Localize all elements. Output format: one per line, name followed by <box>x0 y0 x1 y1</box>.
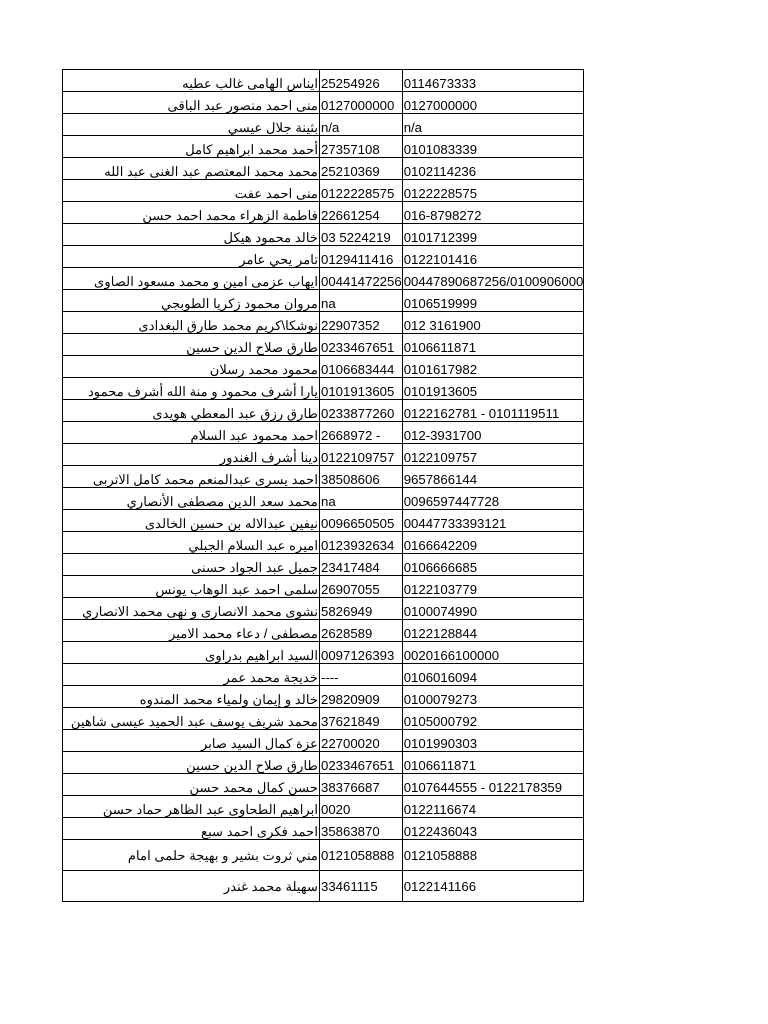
name-cell[interactable]: سلمى احمد عبد الوهاب يونس <box>63 576 320 598</box>
mobile-cell[interactable] <box>402 70 584 92</box>
table-row <box>63 818 584 840</box>
table-row <box>63 510 584 532</box>
mobile-text: 012 3161900 <box>403 318 481 333</box>
table-row <box>63 840 584 871</box>
table-row <box>63 444 584 466</box>
mobile-text: 0100074990 <box>403 604 478 619</box>
phone-cell[interactable]: 5826949 <box>320 598 403 620</box>
mobile-cell[interactable] <box>402 202 584 224</box>
name-cell[interactable]: حسن كمال محمد حسن <box>63 774 320 796</box>
contacts-table <box>62 69 584 902</box>
table-row <box>63 752 584 774</box>
phone-cell[interactable]: 0233467651 <box>320 334 403 356</box>
name-cell[interactable]: نيفين عبدالاله بن حسين الخالدى <box>63 510 320 532</box>
phone-cell[interactable]: 0129411416 <box>320 246 403 268</box>
table-row <box>63 642 584 664</box>
phone-cell[interactable]: 29820909 <box>320 686 403 708</box>
mobile-text: 0122228575 <box>403 186 478 201</box>
table-row <box>63 378 584 400</box>
mobile-text: 0105000792 <box>403 714 478 729</box>
mobile-text: 0127000000 <box>403 98 478 113</box>
phone-cell[interactable]: 0097126393 <box>320 642 403 664</box>
mobile-cell[interactable] <box>402 796 584 818</box>
table-row <box>63 664 584 686</box>
phone-cell[interactable]: 23417484 <box>320 554 403 576</box>
mobile-cell[interactable] <box>402 532 584 554</box>
table-row <box>63 246 584 268</box>
mobile-cell[interactable] <box>402 466 584 488</box>
name-cell[interactable]: دينا أشرف الغندور <box>63 444 320 466</box>
mobile-cell[interactable] <box>402 268 584 290</box>
table-row <box>63 730 584 752</box>
name-cell[interactable]: يارا أشرف محمود و منة الله أشرف محمود <box>63 378 320 400</box>
table-row <box>63 871 584 902</box>
name-cell[interactable]: نشوى محمد الانصارى و نهى محمد الانصاري <box>63 598 320 620</box>
mobile-cell[interactable] <box>402 818 584 840</box>
phone-cell[interactable]: 00441472256 <box>320 268 403 290</box>
mobile-cell[interactable] <box>402 334 584 356</box>
mobile-text: 0106611871 <box>403 340 477 355</box>
phone-cell[interactable]: 0020 <box>320 796 403 818</box>
phone-cell[interactable]: 0101913605 <box>320 378 403 400</box>
table-row <box>63 708 584 730</box>
phone-cell[interactable]: 22700020 <box>320 730 403 752</box>
mobile-text: 0106611871 <box>403 758 477 773</box>
mobile-cell[interactable] <box>402 224 584 246</box>
mobile-text: 0107644555 - 0122178359 <box>403 780 563 795</box>
phone-cell[interactable]: 2668972 - <box>320 422 403 444</box>
name-cell[interactable]: مصطفى / دعاء محمد الامير <box>63 620 320 642</box>
mobile-cell[interactable] <box>402 136 584 158</box>
mobile-text: 0122141166 <box>403 878 477 894</box>
name-cell[interactable]: فاطمة الزهراء محمد احمد حسن <box>63 202 320 224</box>
contacts-table-body <box>63 70 584 902</box>
mobile-text: n/a <box>403 120 423 135</box>
mobile-text: 0121058888 <box>403 847 478 863</box>
name-cell[interactable]: ابراهيم الطحاوى عبد الظاهر حماد حسن <box>63 796 320 818</box>
phone-cell[interactable]: 0123932634 <box>320 532 403 554</box>
name-cell[interactable]: خديجة محمد عمر <box>63 664 320 686</box>
mobile-text: 0166642209 <box>403 538 478 553</box>
table-row <box>63 576 584 598</box>
mobile-cell[interactable] <box>402 400 584 422</box>
phone-cell[interactable]: 0122228575 <box>320 180 403 202</box>
mobile-cell[interactable] <box>402 576 584 598</box>
name-cell[interactable]: عزة كمال السيد صابر <box>63 730 320 752</box>
table-row <box>63 532 584 554</box>
phone-cell[interactable]: 37621849 <box>320 708 403 730</box>
mobile-text: 0122162781 - 0101119511 <box>403 406 560 421</box>
phone-cell[interactable]: na <box>320 290 403 312</box>
mobile-cell[interactable] <box>402 840 584 871</box>
mobile-text: 0122436043 <box>403 824 478 839</box>
phone-cell[interactable]: 0233877260 <box>320 400 403 422</box>
table-row <box>63 158 584 180</box>
name-cell[interactable]: منى احمد عفت <box>63 180 320 202</box>
phone-cell[interactable]: 0096650505 <box>320 510 403 532</box>
name-cell[interactable]: منى احمد منصور عبد الباقى <box>63 92 320 114</box>
mobile-text: 0096597447728 <box>403 494 500 509</box>
mobile-text: 0122116674 <box>403 802 477 817</box>
mobile-text: 0100079273 <box>403 692 478 707</box>
phone-cell[interactable]: 03 5224219 <box>320 224 403 246</box>
name-cell[interactable]: محمد محمد المعتصم عبد الغنى عبد الله <box>63 158 320 180</box>
name-cell[interactable]: خالد محمود هيكل <box>63 224 320 246</box>
phone-cell[interactable]: 22907352 <box>320 312 403 334</box>
phone-cell[interactable]: n/a <box>320 114 403 136</box>
table-row <box>63 686 584 708</box>
name-cell[interactable]: نوشكا\كريم محمد طارق البغدادى <box>63 312 320 334</box>
name-cell[interactable]: طارق رزق عبد المعطي هويدى <box>63 400 320 422</box>
mobile-text: 0114673333 <box>403 76 477 91</box>
mobile-cell[interactable] <box>402 378 584 400</box>
mobile-text: 016-8798272 <box>403 208 482 223</box>
name-cell[interactable]: السيد ابراهيم بدراوى <box>63 642 320 664</box>
phone-cell[interactable]: 25254926 <box>320 70 403 92</box>
mobile-cell[interactable] <box>402 158 584 180</box>
table-row <box>63 598 584 620</box>
mobile-cell[interactable] <box>402 598 584 620</box>
name-cell[interactable]: اميره عبد السلام الجبلي <box>63 532 320 554</box>
mobile-cell[interactable] <box>402 871 584 902</box>
name-cell[interactable]: احمد فكرى احمد سبع <box>63 818 320 840</box>
mobile-text: 0122103779 <box>403 582 478 597</box>
name-cell[interactable]: خالد و إيمان ولمياء محمد المندوه <box>63 686 320 708</box>
name-cell[interactable]: تامر يحي عامر <box>63 246 320 268</box>
table-row <box>63 290 584 312</box>
name-cell[interactable]: طارق صلاح الدين حسين <box>63 752 320 774</box>
mobile-text: 0122109757 <box>403 450 478 465</box>
mobile-text: 0122101416 <box>403 252 478 267</box>
name-cell[interactable]: جميل عبد الجواد حسنى <box>63 554 320 576</box>
mobile-cell[interactable] <box>402 488 584 510</box>
name-cell[interactable]: محمود محمد رسلان <box>63 356 320 378</box>
mobile-text: 0101712399 <box>403 230 478 245</box>
phone-cell[interactable]: 2628589 <box>320 620 403 642</box>
name-cell[interactable]: محمد شريف يوسف عبد الحميد عيسى شاهين <box>63 708 320 730</box>
table-row <box>63 114 584 136</box>
phone-cell[interactable]: 38508606 <box>320 466 403 488</box>
table-row <box>63 224 584 246</box>
mobile-cell[interactable] <box>402 422 584 444</box>
mobile-text: 012-3931700 <box>403 428 482 443</box>
phone-cell[interactable]: 22661254 <box>320 202 403 224</box>
mobile-text: 0101083339 <box>403 142 478 157</box>
phone-cell[interactable]: 0127000000 <box>320 92 403 114</box>
table-row <box>63 312 584 334</box>
table-row <box>63 356 584 378</box>
phone-cell[interactable]: 38376687 <box>320 774 403 796</box>
mobile-cell[interactable] <box>402 620 584 642</box>
phone-cell[interactable]: 0122109757 <box>320 444 403 466</box>
table-row <box>63 400 584 422</box>
table-row <box>63 554 584 576</box>
table-row <box>63 92 584 114</box>
phone-cell[interactable]: 35863870 <box>320 818 403 840</box>
table-row <box>63 70 584 92</box>
mobile-text: 0106016094 <box>403 670 478 685</box>
phone-cell[interactable]: 33461115 <box>320 871 403 902</box>
mobile-text: 0020166100000 <box>403 648 500 663</box>
mobile-cell[interactable] <box>402 290 584 312</box>
phone-cell[interactable]: 0233467651 <box>320 752 403 774</box>
name-cell[interactable]: بثينة جلال عيسي <box>63 114 320 136</box>
mobile-cell[interactable] <box>402 554 584 576</box>
name-cell[interactable]: مروان محمود زكريا الطوبجي <box>63 290 320 312</box>
mobile-text: 00447890687256/0100906000 <box>403 274 584 289</box>
table-row <box>63 620 584 642</box>
phone-cell[interactable]: 0106683444 <box>320 356 403 378</box>
table-row <box>63 488 584 510</box>
name-cell[interactable]: أحمد محمد ابراهيم كامل <box>63 136 320 158</box>
name-cell[interactable]: طارق صلاح الدين حسين <box>63 334 320 356</box>
name-cell[interactable]: احمد محمود عبد السلام <box>63 422 320 444</box>
name-cell[interactable]: احمد يسرى عبدالمنعم محمد كامل الاتربى <box>63 466 320 488</box>
name-cell[interactable]: ايناس الهامى غالب عطيه <box>63 70 320 92</box>
mobile-cell[interactable] <box>402 510 584 532</box>
mobile-cell[interactable] <box>402 664 584 686</box>
mobile-cell[interactable] <box>402 356 584 378</box>
table-row <box>63 202 584 224</box>
name-cell[interactable]: سهيلة محمد غندر <box>63 871 320 902</box>
mobile-text: 9657866144 <box>403 472 478 487</box>
name-cell[interactable]: ايهاب عزمى امين و محمد مسعود الصاوى <box>63 268 320 290</box>
table-row <box>63 268 584 290</box>
phone-cell[interactable]: na <box>320 488 403 510</box>
table-row <box>63 422 584 444</box>
phone-cell[interactable]: 0121058888 <box>320 840 403 871</box>
mobile-cell[interactable] <box>402 114 584 136</box>
mobile-cell[interactable] <box>402 246 584 268</box>
mobile-text: 0101617982 <box>403 362 478 377</box>
table-row <box>63 180 584 202</box>
mobile-cell[interactable] <box>402 312 584 334</box>
mobile-text: 0122128844 <box>403 626 478 641</box>
mobile-text: 0101990303 <box>403 736 478 751</box>
table-row <box>63 796 584 818</box>
table-row <box>63 334 584 356</box>
mobile-cell[interactable] <box>402 92 584 114</box>
mobile-cell[interactable] <box>402 642 584 664</box>
mobile-text: 0102114236 <box>403 164 477 179</box>
mobile-cell[interactable] <box>402 444 584 466</box>
table-row <box>63 466 584 488</box>
mobile-cell[interactable] <box>402 774 584 796</box>
mobile-text: 00447733393121 <box>403 516 507 531</box>
table-row <box>63 136 584 158</box>
phone-cell[interactable]: 27357108 <box>320 136 403 158</box>
phone-cell[interactable]: 26907055 <box>320 576 403 598</box>
mobile-text: 0101913605 <box>403 384 478 399</box>
mobile-cell[interactable] <box>402 730 584 752</box>
name-cell[interactable]: محمد سعد الدين مصطفى الأنصاري <box>63 488 320 510</box>
mobile-cell[interactable] <box>402 708 584 730</box>
table-row <box>63 774 584 796</box>
mobile-cell[interactable] <box>402 752 584 774</box>
mobile-cell[interactable] <box>402 686 584 708</box>
phone-cell[interactable]: ---- <box>320 664 403 686</box>
mobile-cell[interactable] <box>402 180 584 202</box>
phone-cell[interactable]: 25210369 <box>320 158 403 180</box>
mobile-text: 0106666685 <box>403 560 478 575</box>
mobile-text: 0106519999 <box>403 296 478 311</box>
name-cell[interactable]: مني ثروت بشير و بهيجة حلمى امام <box>63 840 320 871</box>
